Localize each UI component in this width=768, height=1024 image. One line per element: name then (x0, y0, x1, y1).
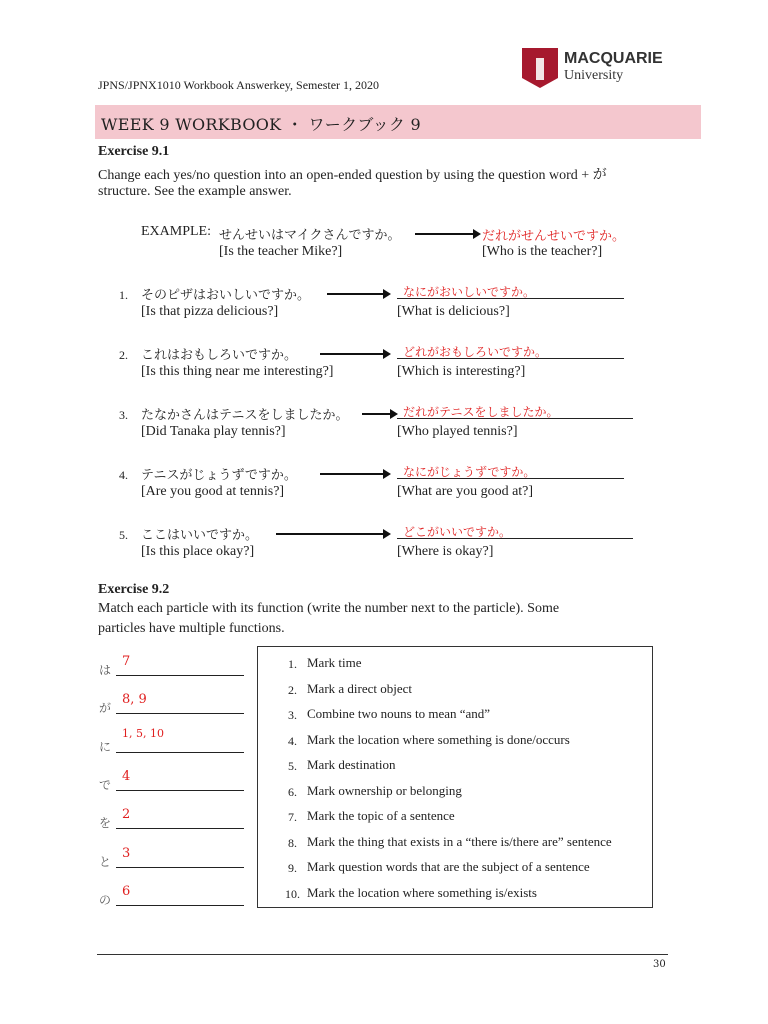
arrow-icon (327, 293, 385, 295)
function-text: Mark question words that are the subject of a sentence (307, 859, 590, 874)
page-number: 30 (653, 959, 666, 970)
item-question: これはおもしろいですか。 (141, 347, 298, 362)
function-text: Mark a direct object (307, 680, 413, 696)
item-answer-en: [What are you good at?] (397, 484, 534, 499)
logo-text: MACQUARIE (564, 50, 663, 67)
function-number: 10. (285, 886, 300, 901)
particle-answer[interactable]: 4 (122, 768, 131, 784)
example-answer-en: [Who is the teacher?] (482, 244, 603, 259)
item-number: 4. (119, 468, 128, 482)
function-text: Mark the thing that exists in a “there is/there are” sentence (307, 833, 612, 849)
week-banner (95, 105, 701, 139)
answer-line (116, 828, 244, 829)
particle-answer[interactable]: 2 (122, 807, 131, 823)
particle: と (99, 854, 112, 869)
particle-answer[interactable]: 8, 9 (122, 692, 147, 708)
item-number: 3. (119, 408, 128, 422)
exercise-2-instructions: Match each particle with its function (write the number next to the particle). Some (98, 601, 560, 616)
arrow-icon (415, 233, 475, 235)
shield-icon (522, 48, 558, 88)
function-number: 2. (288, 682, 297, 697)
example-answer: だれがせんせいですか。 (482, 229, 626, 244)
answer-line (116, 675, 244, 676)
particle: で (99, 777, 112, 792)
item-answer[interactable]: なにがじょうずですか。 (403, 465, 536, 479)
answer-line (116, 790, 244, 791)
function-number: 1. (288, 657, 297, 671)
arrow-icon (276, 533, 385, 535)
university-logo (522, 48, 668, 90)
banner-title: WEEK 9 WORKBOOK ・ ワークブック 9 (101, 115, 422, 134)
particle-answer[interactable]: 7 (122, 654, 131, 669)
item-question-en: [Is that pizza delicious?] (141, 304, 279, 319)
item-question-en: [Is this place okay?] (141, 544, 255, 559)
function-number: 3. (288, 708, 297, 722)
item-answer[interactable]: だれがテニスをしましたか。 (403, 405, 559, 419)
particle: を (99, 816, 112, 831)
header-course: JPNS/JPNX1010 Workbook Answerkey, Semester 1, 2020 (98, 78, 380, 92)
function-text: Mark time (307, 655, 362, 670)
function-text: Mark ownership or belonging (307, 782, 462, 798)
answer-line (116, 752, 244, 753)
item-question-en: [Is this thing near me interesting?] (141, 364, 334, 379)
function-number: 6. (288, 784, 297, 799)
item-question: ここはいいですか。 (141, 527, 259, 542)
arrow-icon (362, 413, 392, 415)
item-number: 2. (119, 348, 128, 362)
particle-answer[interactable]: 3 (122, 845, 131, 861)
item-question: たなかさんはテニスをしましたか。 (141, 407, 349, 422)
item-answer[interactable]: なにがおいしいですか。 (403, 285, 536, 299)
footer-divider (97, 954, 668, 955)
particle: は (99, 663, 112, 677)
particle: に (99, 739, 112, 754)
exercise-1-instructions: Change each yes/no question into an open-ended question by using the question word + が (98, 168, 607, 183)
item-question-en: [Did Tanaka play tennis?] (141, 424, 286, 439)
function-text: Mark the location where something is done/occurs (307, 731, 570, 747)
item-question: そのピザはおいしいですか。 (141, 287, 311, 302)
function-number: 5. (288, 759, 297, 773)
item-answer-en: [Where is okay?] (397, 544, 494, 559)
exercise-1-title: Exercise 9.1 (98, 144, 170, 159)
answer-line (116, 713, 244, 714)
example-label: EXAMPLE: (141, 224, 211, 239)
example-question: せんせいはマイクさんですか。 (219, 227, 401, 242)
answer-line (116, 867, 244, 868)
functions-box (257, 646, 653, 908)
item-question: テニスがじょうずですか。 (141, 467, 297, 482)
function-number: 4. (288, 733, 297, 748)
arrow-icon (320, 353, 385, 355)
logo-subtext: University (564, 68, 624, 83)
function-text: Mark the topic of a sentence (307, 808, 455, 823)
particle: の (99, 892, 112, 907)
function-text: Mark destination (307, 757, 396, 772)
particle-answer[interactable]: 1, 5, 10 (122, 726, 164, 740)
arrow-icon (320, 473, 385, 475)
exercise-2-title: Exercise 9.2 (98, 582, 170, 597)
function-number: 7. (288, 810, 297, 824)
item-answer-en: [What is delicious?] (397, 304, 510, 319)
answer-line (116, 905, 244, 906)
item-number: 5. (119, 528, 128, 542)
exercise-2-instructions-2: particles have multiple functions. (98, 621, 285, 636)
item-answer[interactable]: どれがおもしろいですか。 (403, 345, 548, 359)
item-answer-en: [Which is interesting?] (397, 364, 526, 379)
item-number: 1. (119, 288, 128, 302)
function-text: Combine two nouns to mean “and” (307, 706, 491, 721)
item-answer-en: [Who played tennis?] (397, 424, 518, 439)
function-number: 8. (288, 835, 297, 850)
particle: が (99, 701, 112, 716)
item-question-en: [Are you good at tennis?] (141, 484, 285, 499)
function-text: Mark the location where something is/exists (307, 884, 537, 900)
function-number: 9. (288, 861, 297, 875)
item-answer[interactable]: どこがいいですか。 (403, 525, 512, 539)
exercise-1-instructions-2: structure. See the example answer. (98, 184, 292, 199)
example-question-en: [Is the teacher Mike?] (219, 244, 343, 259)
particle-answer[interactable]: 6 (122, 883, 131, 899)
